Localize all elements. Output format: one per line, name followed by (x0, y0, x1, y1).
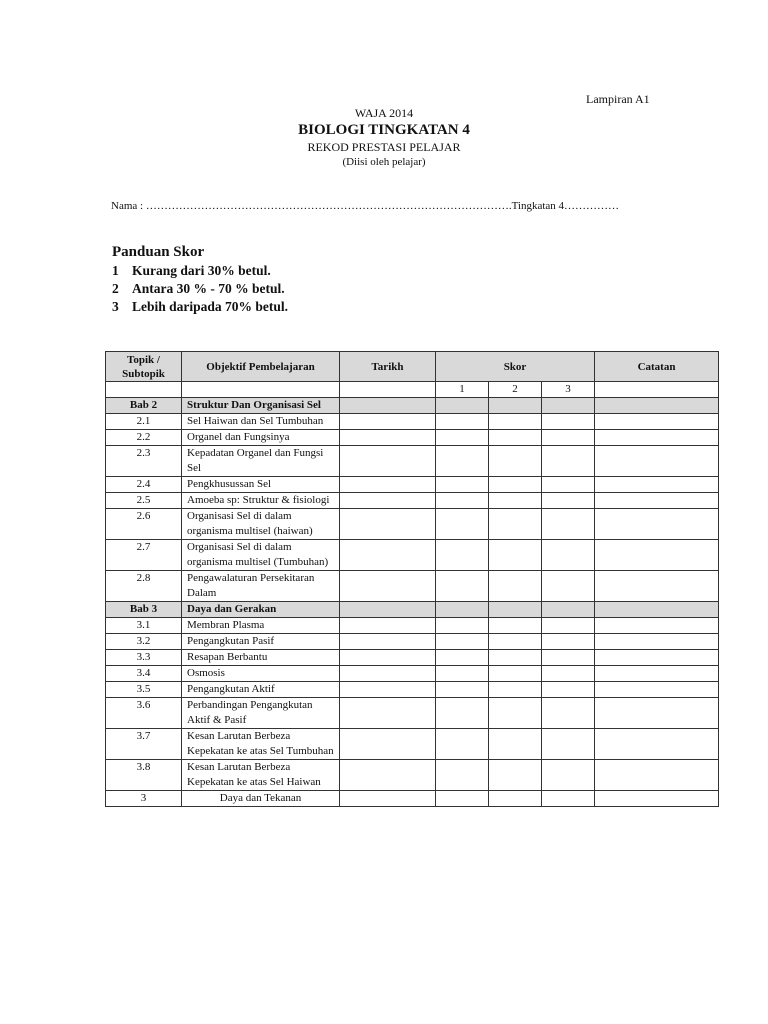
date-cell[interactable] (340, 477, 436, 493)
score-cell-2[interactable] (489, 430, 542, 446)
learning-objective: Organel dan Fungsinya (182, 430, 340, 446)
header-score: Skor (436, 352, 595, 382)
score-cell-1[interactable] (436, 634, 489, 650)
program-year: WAJA 2014 (354, 106, 414, 120)
performance-record-table (105, 351, 719, 807)
score-guide-text: Kurang dari 30% betul. (132, 263, 271, 278)
score-cell-1[interactable] (436, 493, 489, 509)
date-cell[interactable] (340, 602, 436, 618)
score-cell-1[interactable] (436, 682, 489, 698)
date-cell[interactable] (340, 540, 436, 571)
date-cell[interactable] (340, 509, 436, 540)
notes-cell[interactable] (595, 698, 719, 729)
learning-objective: Membran Plasma (182, 618, 340, 634)
notes-cell[interactable] (595, 729, 719, 760)
table-row (106, 682, 719, 698)
score-cell-2[interactable] (489, 618, 542, 634)
score-cell-3[interactable] (542, 571, 595, 602)
notes-cell[interactable] (595, 477, 719, 493)
table-row (106, 540, 719, 571)
header-date: Tarikh (340, 352, 436, 382)
score-cell-3[interactable] (542, 618, 595, 634)
notes-cell[interactable] (595, 602, 719, 618)
score-cell-3[interactable] (542, 509, 595, 540)
table-row (106, 493, 719, 509)
table-row (106, 571, 719, 602)
learning-objective: Pengawalaturan Persekitaran Dalam (182, 571, 340, 602)
score-level-3: 3 (542, 382, 595, 398)
chapter-row (106, 398, 719, 414)
notes-cell[interactable] (595, 571, 719, 602)
topic-number: 3.2 (106, 634, 182, 650)
learning-objective: Osmosis (182, 666, 340, 682)
topic-number: 3.7 (106, 729, 182, 760)
table-row (106, 446, 719, 477)
score-cell-3[interactable] (542, 430, 595, 446)
learning-objective: Daya dan Gerakan (182, 602, 340, 618)
score-cell-1[interactable] (436, 571, 489, 602)
table-row (106, 666, 719, 682)
table-row (106, 509, 719, 540)
notes-cell[interactable] (595, 430, 719, 446)
score-cell-2[interactable] (489, 791, 542, 807)
topic-number: 3.5 (106, 682, 182, 698)
topic-number: 3 (106, 791, 182, 807)
score-cell-2[interactable] (489, 493, 542, 509)
score-cell-3[interactable] (542, 493, 595, 509)
date-cell[interactable] (340, 682, 436, 698)
notes-cell[interactable] (595, 540, 719, 571)
notes-cell[interactable] (595, 682, 719, 698)
date-cell[interactable] (340, 634, 436, 650)
score-cell-2[interactable] (489, 760, 542, 791)
table-row (106, 634, 719, 650)
topic-number: 2.3 (106, 446, 182, 477)
learning-objective: Organisasi Sel di dalam organisma multisel (Tumbuhan) (182, 540, 340, 571)
table-row (106, 729, 719, 760)
date-cell[interactable] (340, 493, 436, 509)
score-cell-2[interactable] (489, 698, 542, 729)
header-objective: Objektif Pembelajaran (182, 352, 340, 382)
table-row (106, 414, 719, 430)
score-cell-3[interactable] (542, 634, 595, 650)
score-cell-1[interactable] (436, 666, 489, 682)
score-cell-1[interactable] (436, 414, 489, 430)
table-row (106, 430, 719, 446)
score-cell-2[interactable] (489, 682, 542, 698)
topic-number: 2.2 (106, 430, 182, 446)
score-cell-1[interactable] (436, 398, 489, 414)
date-cell[interactable] (340, 414, 436, 430)
score-cell-3[interactable] (542, 698, 595, 729)
score-cell-2[interactable] (489, 602, 542, 618)
notes-cell[interactable] (595, 493, 719, 509)
score-cell-3[interactable] (542, 666, 595, 682)
learning-objective: Amoeba sp: Struktur & fisiologi (182, 493, 340, 509)
document-title: BIOLOGI TINGKATAN 4 (298, 122, 470, 138)
score-cell-1[interactable] (436, 618, 489, 634)
score-cell-2[interactable] (489, 650, 542, 666)
score-cell-1[interactable] (436, 698, 489, 729)
date-cell[interactable] (340, 666, 436, 682)
topic-number: 2.7 (106, 540, 182, 571)
score-cell-1[interactable] (436, 430, 489, 446)
score-cell-2[interactable] (489, 414, 542, 430)
table-row (106, 477, 719, 493)
score-cell-1[interactable] (436, 446, 489, 477)
score-cell-2[interactable] (489, 666, 542, 682)
learning-objective: Sel Haiwan dan Sel Tumbuhan (182, 414, 340, 430)
fill-instruction: (Diisi oleh pelajar) (342, 156, 426, 168)
score-cell-3[interactable] (542, 760, 595, 791)
notes-cell[interactable] (595, 414, 719, 430)
topic-number: 3.1 (106, 618, 182, 634)
score-guide-number: 1 (112, 263, 119, 278)
date-cell[interactable] (340, 698, 436, 729)
notes-cell[interactable] (595, 791, 719, 807)
learning-objective: Kesan Larutan Berbeza Kepekatan ke atas Sel Tumbuhan (182, 729, 340, 760)
score-cell-3[interactable] (542, 414, 595, 430)
score-cell-3[interactable] (542, 398, 595, 414)
date-cell[interactable] (340, 430, 436, 446)
score-cell-3[interactable] (542, 682, 595, 698)
score-cell-2[interactable] (489, 509, 542, 540)
table-row (106, 650, 719, 666)
score-cell-3[interactable] (542, 729, 595, 760)
learning-objective: Organisasi Sel di dalam organisma multisel (haiwan) (182, 509, 340, 540)
score-level-2: 2 (489, 382, 542, 398)
notes-cell[interactable] (595, 650, 719, 666)
score-guide-number: 2 (112, 281, 119, 296)
notes-cell[interactable] (595, 398, 719, 414)
learning-objective: Pengangkutan Aktif (182, 682, 340, 698)
topic-number: Bab 3 (106, 602, 182, 618)
date-cell[interactable] (340, 571, 436, 602)
empty-cell (182, 382, 340, 398)
score-level-1: 1 (436, 382, 489, 398)
learning-objective: Struktur Dan Organisasi Sel (182, 398, 340, 414)
score-cell-1[interactable] (436, 602, 489, 618)
topic-number: 2.8 (106, 571, 182, 602)
score-guide-item (112, 263, 271, 279)
score-cell-2[interactable] (489, 571, 542, 602)
score-cell-2[interactable] (489, 446, 542, 477)
score-cell-1[interactable] (436, 477, 489, 493)
date-cell[interactable] (340, 398, 436, 414)
score-cell-1[interactable] (436, 791, 489, 807)
name-form-line[interactable]: Nama : ……………………………………………………………………………………….Tingkatan 4…………… (111, 200, 620, 212)
learning-objective: Pengkhusussan Sel (182, 477, 340, 493)
score-level-row (106, 382, 719, 398)
score-guide-item (112, 299, 288, 315)
notes-cell[interactable] (595, 666, 719, 682)
topic-number: 2.6 (106, 509, 182, 540)
score-cell-1[interactable] (436, 509, 489, 540)
topic-number: Bab 2 (106, 398, 182, 414)
learning-objective: Kesan Larutan Berbeza Kepekatan ke atas Sel Haiwan (182, 760, 340, 791)
score-guide-text: Antara 30 % - 70 % betul. (132, 281, 285, 296)
empty-cell (595, 382, 719, 398)
score-cell-2[interactable] (489, 477, 542, 493)
notes-cell[interactable] (595, 446, 719, 477)
score-cell-1[interactable] (436, 760, 489, 791)
learning-objective: Kepadatan Organel dan Fungsi Sel (182, 446, 340, 477)
learning-objective: Resapan Berbantu (182, 650, 340, 666)
topic-number: 3.8 (106, 760, 182, 791)
header-notes: Catatan (595, 352, 719, 382)
score-cell-3[interactable] (542, 477, 595, 493)
score-cell-3[interactable] (542, 446, 595, 477)
table-row (106, 698, 719, 729)
learning-objective: Pengangkutan Pasif (182, 634, 340, 650)
header-topic: Topik / Subtopik (106, 352, 182, 382)
score-cell-1[interactable] (436, 540, 489, 571)
score-cell-2[interactable] (489, 398, 542, 414)
topic-number: 2.5 (106, 493, 182, 509)
learning-objective: Perbandingan Pengangkutan Aktif & Pasif (182, 698, 340, 729)
table-row (106, 760, 719, 791)
notes-cell[interactable] (595, 634, 719, 650)
score-guide-number: 3 (112, 299, 119, 314)
score-cell-2[interactable] (489, 634, 542, 650)
date-cell[interactable] (340, 618, 436, 634)
score-cell-3[interactable] (542, 602, 595, 618)
date-cell[interactable] (340, 791, 436, 807)
table-row (106, 618, 719, 634)
notes-cell[interactable] (595, 509, 719, 540)
topic-number: 3.6 (106, 698, 182, 729)
table-header-row (106, 352, 719, 382)
document-subtitle: REKOD PRESTASI PELAJAR (307, 140, 461, 154)
learning-objective: Daya dan Tekanan (182, 791, 340, 807)
score-cell-3[interactable] (542, 791, 595, 807)
score-cell-2[interactable] (489, 729, 542, 760)
chapter-row (106, 602, 719, 618)
notes-cell[interactable] (595, 618, 719, 634)
empty-cell (106, 382, 182, 398)
topic-number: 2.1 (106, 414, 182, 430)
date-cell[interactable] (340, 729, 436, 760)
score-cell-3[interactable] (542, 650, 595, 666)
score-guide-title: Panduan Skor (112, 244, 205, 260)
score-cell-3[interactable] (542, 540, 595, 571)
score-cell-1[interactable] (436, 650, 489, 666)
topic-number: 2.4 (106, 477, 182, 493)
date-cell[interactable] (340, 650, 436, 666)
date-cell[interactable] (340, 446, 436, 477)
appendix-label: Lampiran A1 (586, 92, 650, 106)
topic-number: 3.4 (106, 666, 182, 682)
table-row (106, 791, 719, 807)
empty-cell (340, 382, 436, 398)
score-cell-2[interactable] (489, 540, 542, 571)
notes-cell[interactable] (595, 760, 719, 791)
date-cell[interactable] (340, 760, 436, 791)
topic-number: 3.3 (106, 650, 182, 666)
score-guide-text: Lebih daripada 70% betul. (132, 299, 289, 314)
score-guide-item (112, 281, 285, 297)
score-cell-1[interactable] (436, 729, 489, 760)
